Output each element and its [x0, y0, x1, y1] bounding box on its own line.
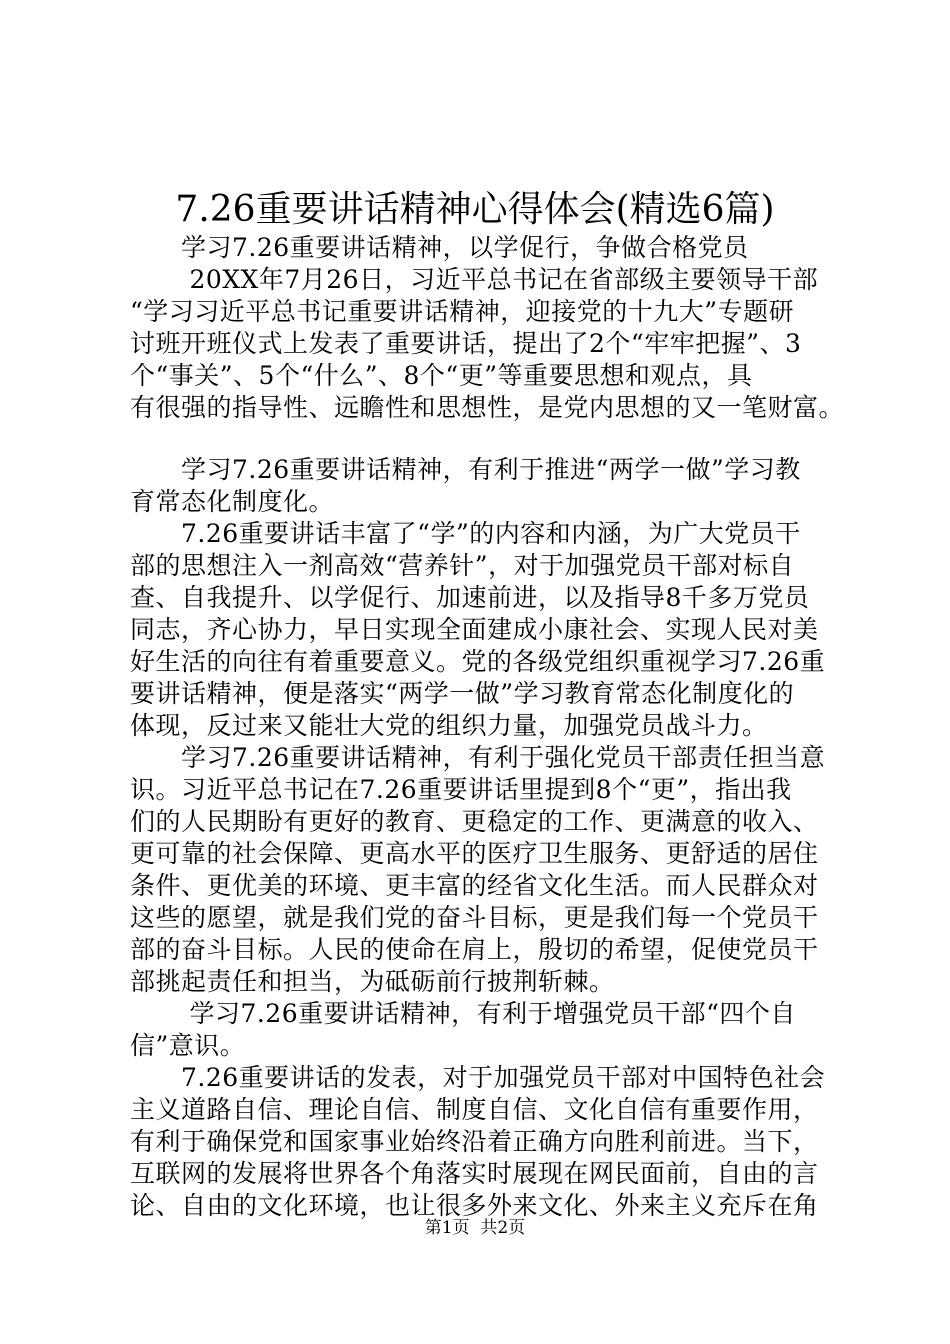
text-line: 20XX年7月26日，习近平总书记在省部级主要领导干部 — [130, 265, 819, 294]
text-line: 同志，齐心协力，早日实现全面建成小康社会、实现人民对美 — [130, 615, 819, 644]
text-line: 们的人民期盼有更好的教育、更稳定的工作、更满意的收入、 — [130, 807, 819, 836]
text-line: 更可靠的社会保障、更高水平的医疗卫生服务、更舒适的居住 — [130, 839, 819, 868]
text-line: 学习7.26重要讲话精神，有利于推进“两学一做”学习教 — [130, 455, 801, 484]
text-line: 7.26重要讲话丰富了“学”的内容和内涵，为广大党员干 — [130, 519, 801, 548]
text-line: 部挑起责任和担当，为砥砺前行披荆斩棘。 — [130, 967, 615, 996]
text-line: 部的思想注入一剂高效“营养针”，对于加强党员干部对标自 — [130, 551, 795, 580]
text-line: 主义道路自信、理论自信、制度自信、文化自信有重要作用， — [130, 1095, 819, 1124]
text-line: 学习7.26重要讲话精神，有利于强化党员干部责任担当意 — [130, 743, 826, 772]
paragraph-block-2 — [130, 454, 830, 1222]
text-line: 互联网的发展将世界各个角落实时展现在网民面前，自由的言 — [130, 1159, 819, 1188]
document-title: 7.26重要讲话精神心得体会(精选6篇) — [175, 189, 775, 230]
text-line: 条件、更优美的环境、更丰富的经省文化生活。而人民群众对 — [130, 871, 819, 900]
text-line: 有很强的指导性、远瞻性和思想性，是党内思想的又一笔财富。 — [130, 393, 845, 422]
text-line: 查、自我提升、以学促行、加速前进，以及指导8千多万党员 — [130, 583, 810, 612]
text-line: 体现，反过来又能壮大党的组织力量，加强党员战斗力。 — [130, 711, 768, 740]
text-line: 个“事关”、5个“什么”、8个“更”等重要思想和观点，具 — [130, 361, 753, 390]
text-line: 识。习近平总书记在7.26重要讲话里提到8个“更”，指出我 — [130, 775, 792, 804]
text-line: 部的奋斗目标。人民的使命在肩上，殷切的希望，促使党员干 — [130, 935, 819, 964]
paragraph-block-1 — [130, 232, 845, 424]
text-line: 这些的愿望，就是我们党的奋斗目标，更是我们每一个党员干 — [130, 903, 819, 932]
text-line: 信”意识。 — [130, 1031, 246, 1060]
document-body — [130, 232, 845, 1222]
text-line: 要讲话精神，便是落实“两学一做”学习教育常态化制度化的 — [130, 679, 795, 708]
page-number-footer: 第1页 共2页 — [424, 1218, 526, 1238]
text-line: 讨班开班仪式上发表了重要讲话，提出了2个“牢牢把握”、3 — [130, 329, 802, 358]
text-line: 好生活的向往有着重要意义。党的各级党组织重视学习7.26重 — [130, 647, 826, 676]
text-line: 论、自由的文化环境，也让很多外来文化、外来主义充斥在角 — [130, 1191, 819, 1220]
text-line: 学习7.26重要讲话精神，有利于增强党员干部“四个自 — [130, 999, 796, 1028]
text-line: 有利于确保党和国家事业始终沿着正确方向胜利前进。当下， — [130, 1127, 819, 1156]
text-line: 7.26重要讲话的发表，对于加强党员干部对中国特色社会 — [130, 1063, 826, 1092]
text-line: “学习习近平总书记重要讲话精神，迎接党的十九大”专题研 — [130, 297, 795, 326]
text-line: 学习7.26重要讲话精神，以学促行，争做合格党员 — [130, 233, 749, 262]
paragraph-gap — [130, 424, 830, 454]
text-line: 育常态化制度化。 — [130, 487, 335, 516]
